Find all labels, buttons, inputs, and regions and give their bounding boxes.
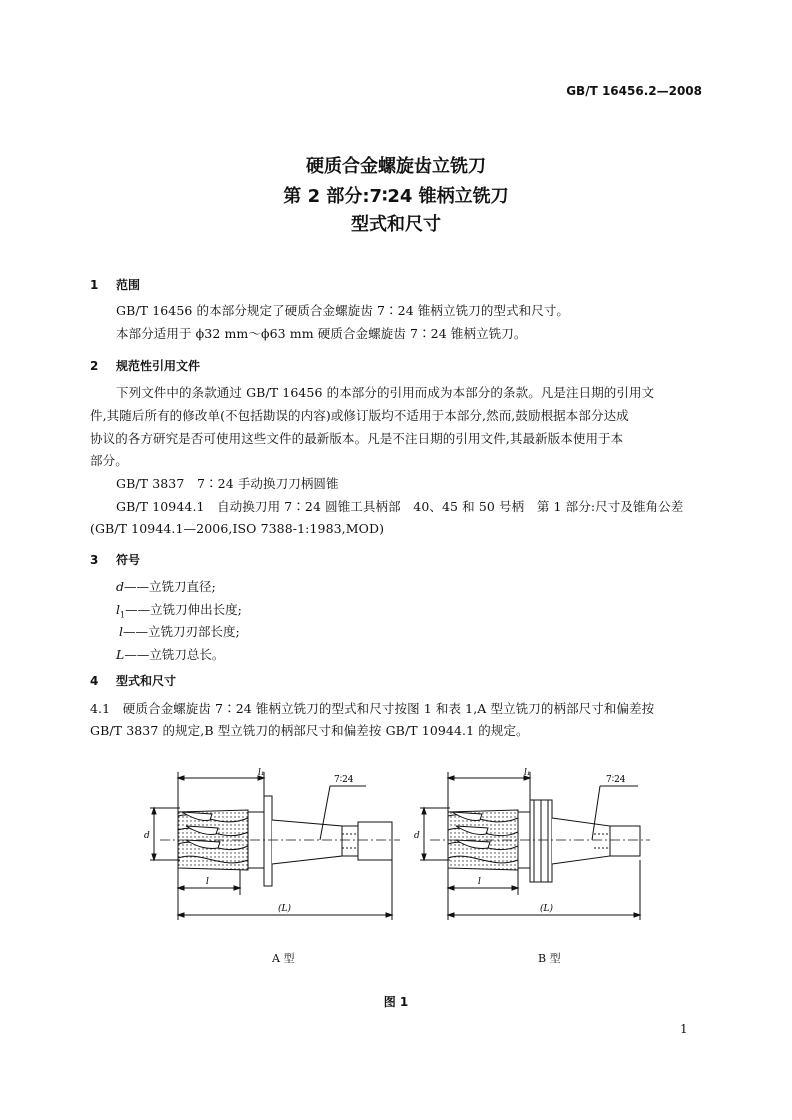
symbol-description: ——立铣刀总长。 bbox=[124, 647, 225, 662]
symbol-d bbox=[116, 577, 216, 595]
type-a-end-mill bbox=[150, 772, 400, 920]
reference-gbt3837: GB/T 3837 7∶24 手动换刀刀柄圆锥 bbox=[116, 476, 339, 491]
scope-paragraph-2: 本部分适用于 ϕ32 mm～ϕ63 mm 硬质合金螺旋齿 7∶24 锥柄立铣刀。 bbox=[116, 326, 527, 341]
type-b-l-label: l bbox=[478, 877, 481, 887]
symbol-description: ——立铣刀伸出长度; bbox=[125, 602, 242, 617]
type-a-l1-label: l₁ bbox=[258, 768, 265, 778]
figure-1-drawing bbox=[130, 760, 660, 960]
type-a-d-label: d bbox=[144, 831, 150, 841]
reference-gbt10944-line1: GB/T 10944.1 自动换刀用 7∶24 圆锥工具柄部 40、45 和 50 号柄 第 1 部分:尺寸及锥角公差 bbox=[116, 499, 684, 514]
symbol-l bbox=[119, 622, 240, 640]
standard-number: GB/T 16456.2—2008 bbox=[566, 84, 702, 98]
document-title-line3: 型式和尺寸 bbox=[351, 214, 441, 235]
type-b-d-label: d bbox=[414, 831, 420, 841]
section-heading-normative-references bbox=[90, 357, 200, 374]
references-paragraph-line1: 下列文件中的条款通过 GB/T 16456 的本部分的引用而成为本部分的条款。凡是注日期的引用文 bbox=[116, 385, 655, 400]
type-b-L-label: (L) bbox=[540, 904, 553, 914]
scope-paragraph-1: GB/T 16456 的本部分规定了硬质合金螺旋齿 7∶24 锥柄立铣刀的型式和尺寸。 bbox=[116, 303, 570, 318]
symbol-letter: l bbox=[119, 624, 123, 639]
section-number: 1 bbox=[90, 278, 99, 292]
section-title: 符号 bbox=[116, 553, 141, 567]
references-paragraph-line3: 协议的各方研究是否可使用这些文件的最新版本。凡是不注日期的引用文件,其最新版本使用于本 bbox=[90, 431, 624, 446]
symbol-letter: d bbox=[116, 579, 125, 594]
type-a-L-label: (L) bbox=[278, 904, 291, 914]
type-b-taper-label: 7∶24 bbox=[606, 775, 626, 785]
symbol-L bbox=[116, 645, 224, 663]
symbol-subscript: 1 bbox=[120, 610, 126, 620]
section-title: 型式和尺寸 bbox=[116, 674, 177, 688]
clause-4-1-line1: 4.1 硬质合金螺旋齿 7∶24 锥柄立铣刀的型式和尺寸按图 1 和表 1,A 型立铣刀的柄部尺寸和偏差按 bbox=[90, 701, 655, 716]
section-heading-type-dimensions bbox=[90, 672, 176, 689]
section-number: 4 bbox=[90, 674, 99, 688]
type-b-end-mill bbox=[420, 772, 650, 920]
type-b-l1-label: l₁ bbox=[524, 768, 531, 778]
reference-gbt10944-line2: (GB/T 10944.1—2006,ISO 7388-1:1983,MOD) bbox=[90, 521, 385, 536]
references-paragraph-line2: 件,其随后所有的修改单(不包括勘误的内容)或修订版均不适用于本部分,然而,鼓励根据本部分达成 bbox=[90, 408, 629, 423]
references-paragraph-line4: 部分。 bbox=[90, 453, 128, 468]
section-heading-symbols bbox=[90, 551, 140, 568]
page-number: 1 bbox=[680, 1022, 688, 1036]
clause-4-1-line2: GB/T 3837 的规定,B 型立铣刀的柄部尺寸和偏差按 GB/T 10944.1 的规定。 bbox=[90, 723, 529, 738]
symbol-l1 bbox=[116, 600, 242, 620]
caption-type-a: A 型 bbox=[272, 952, 295, 965]
symbol-description: ——立铣刀直径; bbox=[124, 579, 216, 594]
type-a-l-label: l bbox=[206, 877, 209, 887]
symbol-letter: l bbox=[116, 602, 120, 617]
caption-type-b: B 型 bbox=[538, 952, 561, 965]
figure-title: 图 1 bbox=[383, 995, 409, 1009]
section-heading-scope bbox=[90, 276, 140, 293]
document-title-line1: 硬质合金螺旋齿立铣刀 bbox=[306, 156, 486, 177]
type-a-taper-label: 7∶24 bbox=[334, 775, 354, 785]
section-number: 2 bbox=[90, 359, 99, 373]
symbol-letter: L bbox=[116, 647, 125, 662]
symbol-description: ——立铣刀刃部长度; bbox=[123, 624, 240, 639]
section-title: 规范性引用文件 bbox=[116, 359, 201, 373]
section-number: 3 bbox=[90, 553, 99, 567]
document-title-line2: 第 2 部分:7∶24 锥柄立铣刀 bbox=[283, 186, 509, 207]
section-title: 范围 bbox=[116, 278, 141, 292]
